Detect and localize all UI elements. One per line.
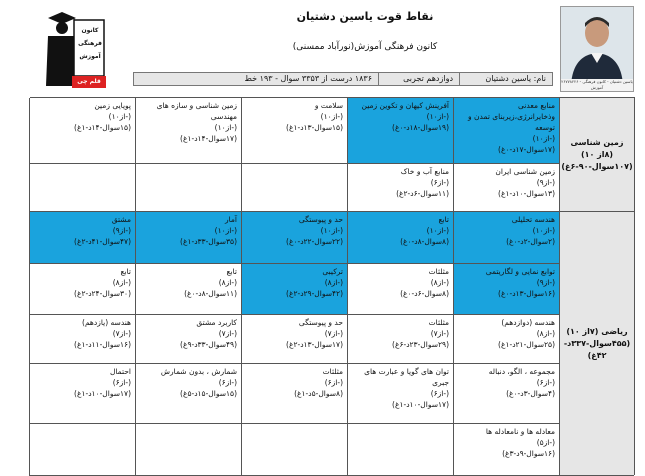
topic-score: (-از۸)	[430, 278, 449, 287]
topic-score: (-از۹)	[536, 278, 555, 287]
topic-cell	[241, 98, 347, 164]
chapter-title: ریاضی (۷از ۱۰)	[566, 326, 628, 336]
topic-questions: (۸سوال-۵د-۱غ)	[294, 389, 343, 398]
chapter-title: زمین شناسی (۸از ۱۰)	[570, 137, 624, 159]
topic-name: پویایی زمین	[94, 101, 131, 110]
topic-score: (-از۷)	[324, 329, 343, 338]
topic-name: سلامت و	[314, 101, 343, 110]
topic-name: شمارش ، بدون شمارش	[160, 367, 237, 376]
topic-name: معادله ها و نامعادله ها	[485, 427, 555, 436]
topic-name: مجموعه ، الگو، دنباله	[488, 367, 555, 376]
logo-word: فرهنگی	[78, 40, 102, 47]
topic-cell	[241, 212, 347, 264]
topic-questions: (۴۷سوال-۴۱د-۲غ)	[74, 237, 131, 246]
photo-caption: ۲۶۷۷۸۲۲۶ - یاسین دشتیان - کانون فرهنگی آموزش	[561, 79, 633, 90]
topic-name: تابع	[120, 267, 131, 276]
topic-score: (-از۶)	[324, 378, 343, 387]
topic-name: تابع	[226, 267, 237, 276]
topic-cell	[29, 315, 135, 364]
topic-cell	[241, 315, 347, 364]
empty-cell	[29, 164, 135, 212]
chapter-geology	[559, 98, 634, 212]
topic-score: (-از۸)	[536, 329, 555, 338]
topic-questions: (۲سوال-۲د-۰غ)	[506, 237, 555, 246]
topic-cell	[347, 315, 453, 364]
topic-name: مثلثات	[322, 367, 343, 376]
topic-name: حد و پیوستگی	[298, 215, 343, 224]
empty-cell	[241, 164, 347, 212]
empty-cell	[29, 424, 135, 476]
topic-name: توان های گویا و عبارت های جبری	[364, 367, 449, 387]
topic-questions: (۱۶سوال-۱۳د-۰غ)	[498, 289, 555, 298]
topic-cell	[347, 364, 453, 424]
topic-name: توابع نمایی و لگاریتمی	[485, 267, 555, 276]
chapter-math	[559, 212, 634, 476]
chapter-stats: ۴۲غ)	[587, 350, 607, 360]
topic-name: مثلثات	[428, 267, 449, 276]
logo-text	[76, 24, 104, 63]
topic-cell	[135, 364, 241, 424]
topic-questions: (۱۵سوال-۱۴د-۱غ)	[74, 123, 131, 132]
empty-cell	[241, 424, 347, 476]
page-subtitle: کانون فرهنگی آموزش(نورآباد ممسنی)	[292, 42, 438, 52]
topic-questions: (۱۹سوال-۱۸د-۰غ)	[392, 123, 449, 132]
topic-cell	[453, 264, 559, 315]
topic-cell	[453, 212, 559, 264]
topic-score: (-از۹)	[536, 178, 555, 187]
topic-score: (-از۶)	[536, 378, 555, 387]
topic-score: (-از۱۰)	[532, 226, 555, 235]
topic-cell	[453, 315, 559, 364]
topic-score: (-از۶)	[218, 378, 237, 387]
empty-cell	[347, 424, 453, 476]
topic-questions: (۱۶سوال-۱۱د-۱غ)	[74, 340, 131, 349]
topic-questions: (۱۵سوال-۱۳د-۱غ)	[286, 123, 343, 132]
empty-cell	[135, 424, 241, 476]
topic-name: آمار	[224, 215, 237, 224]
topic-questions: (۱۷سوال-۱۳د-۲غ)	[286, 340, 343, 349]
topic-score: (-از۷)	[218, 329, 237, 338]
topic-cell	[347, 164, 453, 212]
student-photo	[560, 6, 634, 92]
topic-questions: (۳۰سوال-۲۴د-۲غ)	[74, 289, 131, 298]
topic-cell	[241, 264, 347, 315]
topic-name: مشتق	[111, 215, 131, 224]
topic-questions: (۱۶سوال-۹د-۳غ)	[502, 449, 555, 458]
topic-name: هندسه (دوازدهم)	[501, 318, 555, 327]
topic-name: هندسه (یازدهم)	[82, 318, 131, 327]
student-info-bar	[133, 72, 553, 86]
topic-cell	[453, 164, 559, 212]
topic-name: مثلثات	[428, 318, 449, 327]
chapter-stats: (۱۰۷سوال-۹۰-۶غ)	[561, 161, 633, 171]
topic-score: (-از۸)	[112, 278, 131, 287]
topic-questions: (۱۷سوال-۱۰د-۱غ)	[392, 400, 449, 409]
topic-score: (-از۷)	[430, 329, 449, 338]
topic-questions: (۲۵سوال-۲۱د-۱غ)	[498, 340, 555, 349]
topic-name: حد و پیوستگی	[298, 318, 343, 327]
empty-cell	[135, 164, 241, 212]
topic-score: (-از۶)	[430, 178, 449, 187]
logo-word-red: قلم چی	[77, 78, 101, 85]
topic-cell	[29, 264, 135, 315]
topic-cell	[135, 98, 241, 164]
topic-name: زمین شناسی ایران	[495, 167, 555, 176]
topic-name: زمین شناسی و سازه های مهندسی	[156, 101, 237, 121]
topic-score: (-از۷)	[112, 329, 131, 338]
topic-score: (-از۹)	[112, 226, 131, 235]
topic-questions: (۲۲سوال-۲۲د-۰غ)	[286, 237, 343, 246]
chapter-stats: (۴۵۵سوال-۳۳۷د-	[563, 338, 631, 348]
topic-cell	[29, 98, 135, 164]
kanoon-logo	[28, 6, 108, 92]
topic-score: (-از۱۰)	[320, 226, 343, 235]
topic-cell	[135, 212, 241, 264]
topic-score: (-از۱۰)	[532, 134, 555, 143]
topic-cell	[241, 364, 347, 424]
topic-questions: (۳۵سوال-۳۳د-۱غ)	[180, 237, 237, 246]
student-name: نام: یاسین دشتیان	[459, 73, 552, 85]
logo-word: کانون	[81, 27, 99, 34]
topic-questions: (۸سوال-۶د-۰غ)	[400, 289, 449, 298]
topic-cell	[453, 364, 559, 424]
topic-questions: (۱۱سوال-۶د-۲غ)	[396, 189, 449, 198]
topic-questions: (۱۵سوال-۱۵د-۵غ)	[180, 389, 237, 398]
topic-questions: (۲۹سوال-۲۳د-۶غ)	[392, 340, 449, 349]
topic-cell	[135, 315, 241, 364]
topic-cell	[135, 264, 241, 315]
page-title: نقاط قوت یاسین دشتیان	[296, 10, 434, 23]
topic-score: (-از۱۰)	[320, 112, 343, 121]
topic-score: (-از۱۰)	[108, 112, 131, 121]
topic-name: احتمال	[109, 367, 131, 376]
topic-name: تابع	[438, 215, 449, 224]
topic-cell	[347, 264, 453, 315]
topic-cell	[29, 364, 135, 424]
topic-name: ترکیبی	[322, 267, 343, 276]
topic-score: (-از۱۰)	[214, 123, 237, 132]
topic-name: کاربرد مشتق	[196, 318, 237, 327]
topic-cell	[29, 212, 135, 264]
topic-score: (-از۱۰)	[426, 226, 449, 235]
topic-questions: (۴۹سوال-۳۳د-۹غ)	[180, 340, 237, 349]
topic-score: (-از۸)	[218, 278, 237, 287]
topic-questions: (۱۷سوال-۱۰د-۱غ)	[74, 389, 131, 398]
student-grade: دوازدهم تجربی	[378, 73, 459, 85]
topic-name: منابع آب و خاک	[400, 167, 449, 176]
topic-cell	[347, 212, 453, 264]
person-photo-icon	[561, 7, 633, 85]
answer-summary: ۱۸۳۶ درست از ۳۳۵۳ سوال - ۱۹۳ خط	[134, 73, 378, 85]
topic-score: (-از۸)	[324, 278, 343, 287]
topic-questions: (۱۷سوال-۱۴د-۱غ)	[180, 134, 237, 143]
topic-questions: (۸سوال-۸د-۰غ)	[400, 237, 449, 246]
topic-name: هندسه تحلیلی	[511, 215, 555, 224]
topic-questions: (۱۱سوال-۸د-۰غ)	[184, 289, 237, 298]
topic-score: (-از۶)	[112, 378, 131, 387]
topic-questions: (۴۲سوال-۲۹د-۲غ)	[286, 289, 343, 298]
strengths-table	[30, 97, 635, 475]
topic-score: (-از۶)	[430, 389, 449, 398]
topic-cell	[453, 98, 559, 164]
topic-cell	[453, 424, 559, 476]
topic-score: (-از۵)	[536, 438, 555, 447]
topic-questions: (۴سوال-۳د-۰غ)	[506, 389, 555, 398]
topic-score: (-از۱۰)	[214, 226, 237, 235]
logo-word: آموزش	[79, 53, 101, 60]
topic-cell	[347, 98, 453, 164]
topic-name: منابع معدنی وذخایرانرژی،زیربنای تمدن و توسعه	[468, 101, 555, 132]
topic-questions: (۱۳سوال-۱۰د-۱غ)	[498, 189, 555, 198]
topic-name: آفرینش کیهان و تکوین زمین	[361, 101, 449, 110]
topic-score: (-از۱۰)	[426, 112, 449, 121]
topic-questions: (۱۷سوال-۱۷د-۰غ)	[498, 145, 555, 154]
